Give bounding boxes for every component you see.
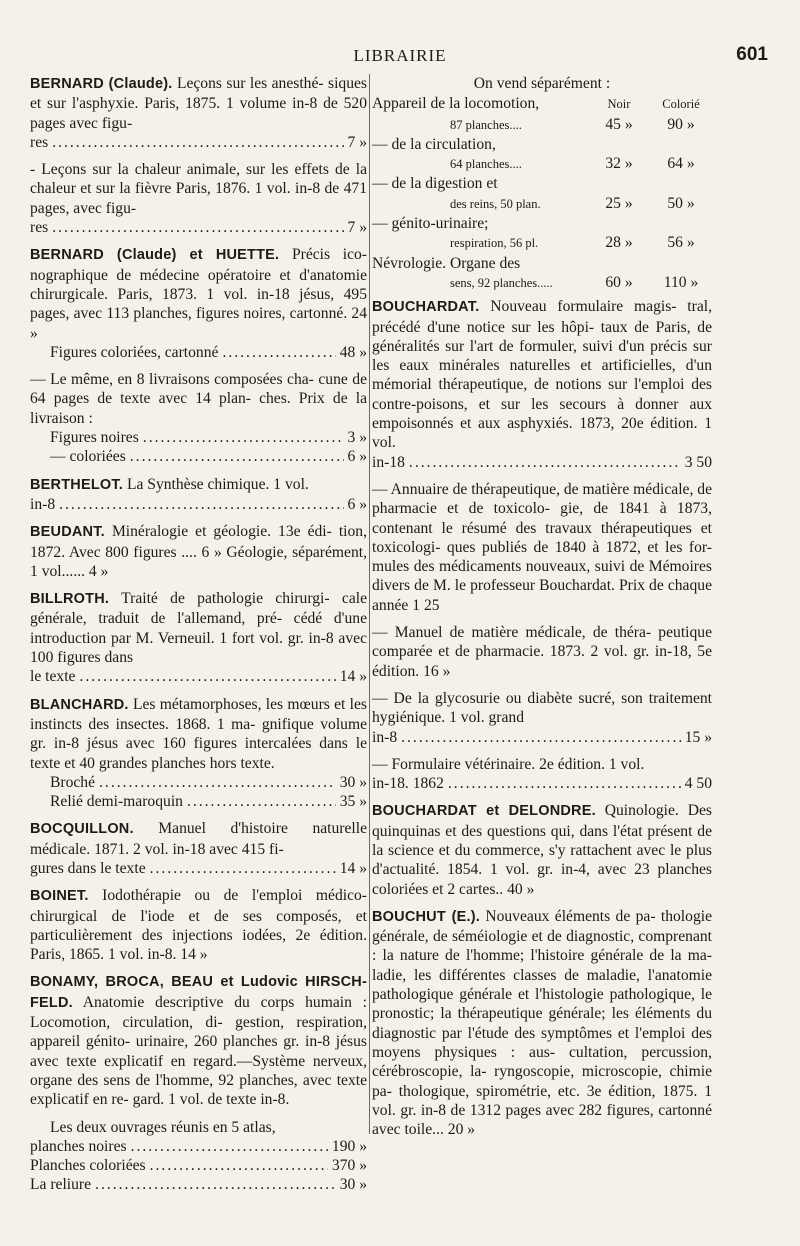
plate-row bbox=[372, 135, 712, 154]
price-line bbox=[30, 792, 367, 811]
running-title: LIBRAIRIE bbox=[353, 46, 447, 65]
entry-text bbox=[30, 245, 367, 342]
price-label: Planches coloriées bbox=[30, 1157, 146, 1175]
plate-label: — de la digestion et bbox=[372, 175, 498, 193]
dot-leader bbox=[131, 1137, 328, 1156]
left-column bbox=[30, 74, 367, 1203]
price-line bbox=[372, 453, 712, 472]
price-noir: 45 » bbox=[605, 115, 633, 133]
price-value: 15 » bbox=[684, 728, 712, 746]
page-header bbox=[28, 40, 772, 68]
catalog-entry-berthelot bbox=[30, 475, 367, 515]
dot-leader bbox=[409, 453, 681, 472]
price-value: 6 » bbox=[347, 495, 367, 513]
entry-description: — Le même, en 8 livraisons composées cha- cune de 64 pages de texte avec 14 plan- ches. Prix de la livraison : bbox=[30, 371, 367, 427]
dot-leader bbox=[187, 792, 336, 811]
price-line bbox=[30, 218, 367, 237]
entry-text bbox=[30, 370, 367, 428]
right-column bbox=[372, 74, 712, 1147]
entry-text bbox=[372, 480, 712, 615]
price-label: Broché bbox=[50, 773, 96, 791]
price-line bbox=[30, 859, 367, 878]
entry-text bbox=[372, 297, 712, 452]
price-line bbox=[30, 1156, 367, 1175]
empty-cell bbox=[650, 174, 712, 193]
price-line bbox=[30, 133, 367, 152]
catalog-entry-beudant bbox=[30, 522, 367, 581]
catalog-entry-bonamy-atlas bbox=[30, 1118, 367, 1195]
plate-count: des reins, 50 plan. bbox=[450, 196, 541, 211]
dot-leader bbox=[52, 133, 343, 152]
price-colorie: 64 » bbox=[667, 155, 695, 173]
price-line bbox=[30, 1175, 367, 1194]
entry-author: BOUCHARDAT et DELONDRE. bbox=[372, 803, 596, 820]
price-value: 30 » bbox=[339, 773, 367, 791]
entry-text bbox=[30, 74, 367, 133]
catalog-entry-blanchard bbox=[30, 695, 367, 812]
price-value: 14 » bbox=[339, 859, 367, 877]
price-noir: 28 » bbox=[605, 234, 633, 252]
entry-text bbox=[30, 972, 367, 1109]
entry-description: La Synthèse chimique. 1 vol. bbox=[126, 475, 309, 493]
price-label: in-18 bbox=[372, 453, 405, 471]
price-value: 4 50 bbox=[684, 775, 712, 793]
column-divider bbox=[369, 74, 370, 1134]
entry-description: Iodothérapie ou de l'emploi médico- chirurgical de l'iode et de ses composés, et particulièrement des injections iodées, 2e édition. Paris, 1865. 1 vol. in-8. 14 » bbox=[30, 887, 367, 964]
entry-text bbox=[30, 1118, 367, 1137]
price-label: La reliure bbox=[30, 1176, 92, 1194]
entry-description: Les métamorphoses, les mœurs et les instincts des insectes. 1868. 1 ma- gnifique volume gr. in-8 jésus avec 160 figures intercalées dans le texte et 40 grandes planches hors texte. bbox=[30, 695, 367, 772]
catalog-entry-le-meme bbox=[30, 370, 367, 466]
price-label: Figures coloriées, cartonné bbox=[50, 343, 219, 361]
price-label: in-8 bbox=[30, 495, 56, 513]
plate-count: 87 planches.... bbox=[450, 117, 522, 132]
dot-leader bbox=[150, 859, 336, 878]
price-colorie: 50 » bbox=[667, 194, 695, 212]
plate-label: — génito-urinaire; bbox=[372, 215, 489, 233]
entry-description: Précis ico- nographique de médecine opératoire et d'anatomie chirurgicale. Paris, 1873. 1 vol. in-18 jésus, 495 pages, avec 113 planches, figures noires, cartonné. 24 » bbox=[30, 246, 367, 342]
dot-leader bbox=[95, 1175, 336, 1194]
price-line bbox=[372, 728, 712, 747]
entry-text bbox=[30, 475, 367, 495]
catalog-entry-boinet bbox=[30, 886, 367, 964]
empty-cell bbox=[650, 254, 712, 273]
price-line bbox=[30, 343, 367, 362]
entry-description: — Manuel de matière médicale, de théra- peutique comparée et de pharmacie. 1873. 2 vol. gr. in-18, 5e édition. 16 » bbox=[372, 624, 712, 680]
price-line bbox=[30, 667, 367, 686]
dot-leader bbox=[143, 428, 344, 447]
entry-author: BEUDANT. bbox=[30, 524, 105, 541]
plate-label: Névrologie. Organe des bbox=[372, 254, 521, 272]
price-noir: 60 » bbox=[605, 273, 633, 291]
plate-count: sens, 92 planches..... bbox=[450, 275, 553, 290]
price-value: 3 50 bbox=[684, 453, 712, 471]
catalog-entry-bernard-huette bbox=[30, 245, 367, 362]
price-line bbox=[30, 447, 367, 466]
price-value: 370 » bbox=[331, 1157, 367, 1175]
plate-row-sub bbox=[372, 233, 712, 253]
price-value: 14 » bbox=[339, 668, 367, 686]
price-value: 7 » bbox=[347, 219, 367, 237]
plate-row bbox=[372, 214, 712, 233]
entry-text bbox=[30, 886, 367, 964]
entry-text bbox=[372, 689, 712, 728]
price-value: 3 » bbox=[347, 429, 367, 447]
entry-author: BERTHELOT. bbox=[30, 476, 124, 493]
price-line bbox=[372, 774, 712, 793]
entry-text bbox=[372, 801, 712, 898]
empty-cell bbox=[588, 174, 650, 193]
price-noir: 32 » bbox=[605, 155, 633, 173]
entry-author: BONAMY, BROCA, BEAU et Ludovic HIRSCH- FELD. bbox=[30, 974, 367, 1011]
entry-text bbox=[30, 695, 367, 773]
plate-count: 64 planches.... bbox=[450, 157, 522, 172]
price-value: 190 » bbox=[331, 1137, 367, 1155]
plate-row-sub bbox=[372, 273, 712, 293]
price-label: Relié demi-maroquin bbox=[50, 793, 183, 811]
price-noir: 25 » bbox=[605, 194, 633, 212]
header-colorie: Colorié bbox=[662, 97, 700, 112]
entry-text bbox=[30, 819, 367, 859]
entry-text bbox=[372, 755, 712, 774]
plate-label: Appareil de la locomotion, bbox=[372, 95, 540, 113]
entry-description: — De la glycosurie ou diabète sucré, son traitement hygiénique. 1 vol. grand bbox=[372, 689, 712, 727]
entry-description: - Leçons sur la chaleur animale, sur les effets de la chaleur et sur la fièvre Paris, 1876. 1 vol. in-8 de 471 pages, avec figu- bbox=[30, 161, 367, 217]
entry-text bbox=[30, 160, 367, 218]
price-line bbox=[30, 773, 367, 792]
dot-leader bbox=[99, 773, 336, 792]
price-value: 6 » bbox=[347, 448, 367, 466]
catalog-entry-bouchardat-3 bbox=[372, 623, 712, 681]
dot-leader bbox=[222, 343, 335, 362]
entry-text bbox=[372, 623, 712, 681]
plate-row-sub bbox=[372, 154, 712, 174]
catalog-entry-bouchardat-1 bbox=[372, 297, 712, 472]
price-label: res bbox=[30, 219, 49, 237]
entry-text bbox=[372, 907, 712, 1140]
catalog-entry-bernard-2 bbox=[30, 160, 367, 237]
catalog-entry-bouchardat-2 bbox=[372, 480, 712, 615]
price-value: 30 » bbox=[339, 1176, 367, 1194]
dot-leader bbox=[52, 218, 343, 237]
entry-description: — Formulaire vétérinaire. 2e édition. 1 vol. bbox=[372, 755, 645, 773]
price-label: gures dans le texte bbox=[30, 859, 146, 877]
price-colorie: 56 » bbox=[667, 234, 695, 252]
price-value: 35 » bbox=[339, 793, 367, 811]
price-value: 48 » bbox=[339, 343, 367, 361]
empty-cell bbox=[650, 135, 712, 154]
entry-description: Nouveau formulaire magis- tral, précédé d'une notice sur les hôpi- taux de Paris, de généralités sur l'art de formuler, suivi d'un précis sur les eaux minérales naturelles et artificielles, d'un mémorial thérapeutique, de notions sur l'emploi des contre-poisons, et sur les secours à donner aux empoisonnés et aux asphyxiés. 1873, 20e édition. 1 vol. bbox=[372, 298, 712, 452]
entry-description: Nouveaux éléments de pa- thologie générale, de séméiologie et de diagnostic, comprenant : la nature de l'homme; l'histoire générale de la ma- ladie, les différentes classes de maladie, l'anatomie pathologique générale et l'histologie pathologique, le pronostic; la thérapeutique générale; les éléments du diagnostic par l'étude des symptômes et l'emploi des moyens physiques : aus- cultation, percussion, cérébroscopie, la- ryngoscopie, microscopie, chimie pa- thologique, spirométrie, etc. 3e édition, 1875. 1 vol. gr. in-8 de 1312 pages avec 282 figures, cartonné avec toile... 20 » bbox=[372, 907, 712, 1139]
header-noir: Noir bbox=[607, 97, 631, 112]
price-colorie: 90 » bbox=[667, 115, 695, 133]
plate-row-sub bbox=[372, 194, 712, 214]
empty-cell bbox=[650, 214, 712, 233]
entry-description: Anatomie descriptive du corps humain : Locomotion, circulation, di- gestion, respiration, appareil génito- urinaire, 260 planches gr. in-8 jésus avec texte explicatif en regard.—Système nerveux, organe des sens de l'homme, 92 planches, avec texte explicatif en re- gard. 1 vol. de texte in-8. bbox=[30, 993, 367, 1109]
entry-author: BERNARD (Claude). bbox=[30, 76, 173, 92]
dot-leader bbox=[401, 728, 681, 747]
price-label: le texte bbox=[30, 668, 76, 686]
price-label: res bbox=[30, 133, 49, 151]
price-label: in-8 bbox=[372, 728, 398, 746]
catalog-entry-bouchardat-delondre bbox=[372, 801, 712, 898]
entry-author: BLANCHARD. bbox=[30, 696, 129, 713]
catalog-entry-bonamy bbox=[30, 972, 367, 1109]
plate-count: respiration, 56 pl. bbox=[450, 236, 539, 251]
separate-sale-intro: On vend séparément : bbox=[473, 75, 611, 92]
entry-description: Quinologie. Des quinquinas et des questions qui, dans l'état présent de la science et du commerce, s'y rattachent avec le plus d'actualité. 1854. 1 vol. gr. in-4, avec 23 planches coloriées et 2 cartes.. 40 » bbox=[372, 802, 712, 898]
entry-description: Les deux ouvrages réunis en 5 atlas, bbox=[50, 1118, 276, 1136]
entry-description: Leçons sur les anesthé- siques et sur l'asphyxie. Paris, 1875. 1 volume in-8 de 520 pages avec figu- bbox=[30, 75, 367, 132]
price-line bbox=[30, 428, 367, 447]
price-label: planches noires bbox=[30, 1137, 127, 1155]
plates-price-table bbox=[372, 94, 712, 293]
entry-text bbox=[30, 522, 367, 581]
entry-author: BOUCHUT (E.). bbox=[372, 908, 480, 925]
entry-text bbox=[30, 589, 367, 667]
plate-row bbox=[372, 254, 712, 273]
entry-author: BOUCHARDAT. bbox=[372, 299, 480, 316]
plate-row bbox=[372, 174, 712, 193]
right-entries bbox=[372, 297, 712, 1139]
plate-row-sub bbox=[372, 115, 712, 135]
catalog-entry-bocquillon bbox=[30, 819, 367, 878]
empty-cell bbox=[588, 254, 650, 273]
entry-author: BOINET. bbox=[30, 888, 89, 905]
entry-description: Manuel d'histoire naturelle médicale. 1871. 2 vol. in-18 avec 415 fi- bbox=[30, 820, 367, 858]
catalog-entry-bernard-1 bbox=[30, 74, 367, 152]
empty-cell bbox=[588, 214, 650, 233]
dot-leader bbox=[448, 774, 681, 793]
empty-cell bbox=[588, 135, 650, 154]
entry-description: Traité de pathologie chirurgi- cale générale, traduit de l'allemand, pré- cédé d'une introduction par M. Verneuil. 1 fort vol. gr. in-8 avec 100 figures dans bbox=[30, 590, 367, 667]
price-label: Figures noires bbox=[50, 429, 139, 447]
plate-row bbox=[372, 94, 712, 114]
entry-description: Minéralogie et géologie. 13e édi- tion, 1872. Avec 800 figures .... 6 » Géologie, séparément, 1 vol...... 4 » bbox=[30, 523, 367, 580]
page-number: 601 bbox=[736, 44, 768, 65]
price-line bbox=[30, 1137, 367, 1156]
plate-label: — de la circulation, bbox=[372, 135, 496, 153]
entry-author: BILLROTH. bbox=[30, 591, 110, 608]
entry-author: BOCQUILLON. bbox=[30, 821, 134, 838]
dot-leader bbox=[79, 667, 335, 686]
catalog-entry-bouchardat-5 bbox=[372, 755, 712, 794]
catalog-entry-bouchardat-4 bbox=[372, 689, 712, 747]
dot-leader bbox=[130, 447, 344, 466]
price-value: 7 » bbox=[347, 133, 367, 151]
catalog-entry-billroth bbox=[30, 589, 367, 686]
dot-leader bbox=[59, 495, 343, 514]
catalog-entry-bouchut bbox=[372, 907, 712, 1140]
price-label: in-18. 1862 bbox=[372, 775, 444, 793]
price-label: — coloriées bbox=[50, 448, 126, 466]
price-colorie: 110 » bbox=[663, 273, 699, 291]
entry-author: BERNARD (Claude) et HUETTE. bbox=[30, 247, 280, 264]
dot-leader bbox=[150, 1156, 328, 1175]
price-line bbox=[30, 495, 367, 514]
entry-description: — Annuaire de thérapeutique, de matière médicale, de pharmacie et de toxicolo- gie, de 1841 à 1873, contenant le résumé des travaux thérapeutiques et toxicologi- ques publiés de 1840 à 1872, et les for- mules des médicaments nouveaux, suivi de Mémoires divers de M. le professeur Bouchardat. Prix de chaque année 1 25 bbox=[372, 480, 712, 614]
